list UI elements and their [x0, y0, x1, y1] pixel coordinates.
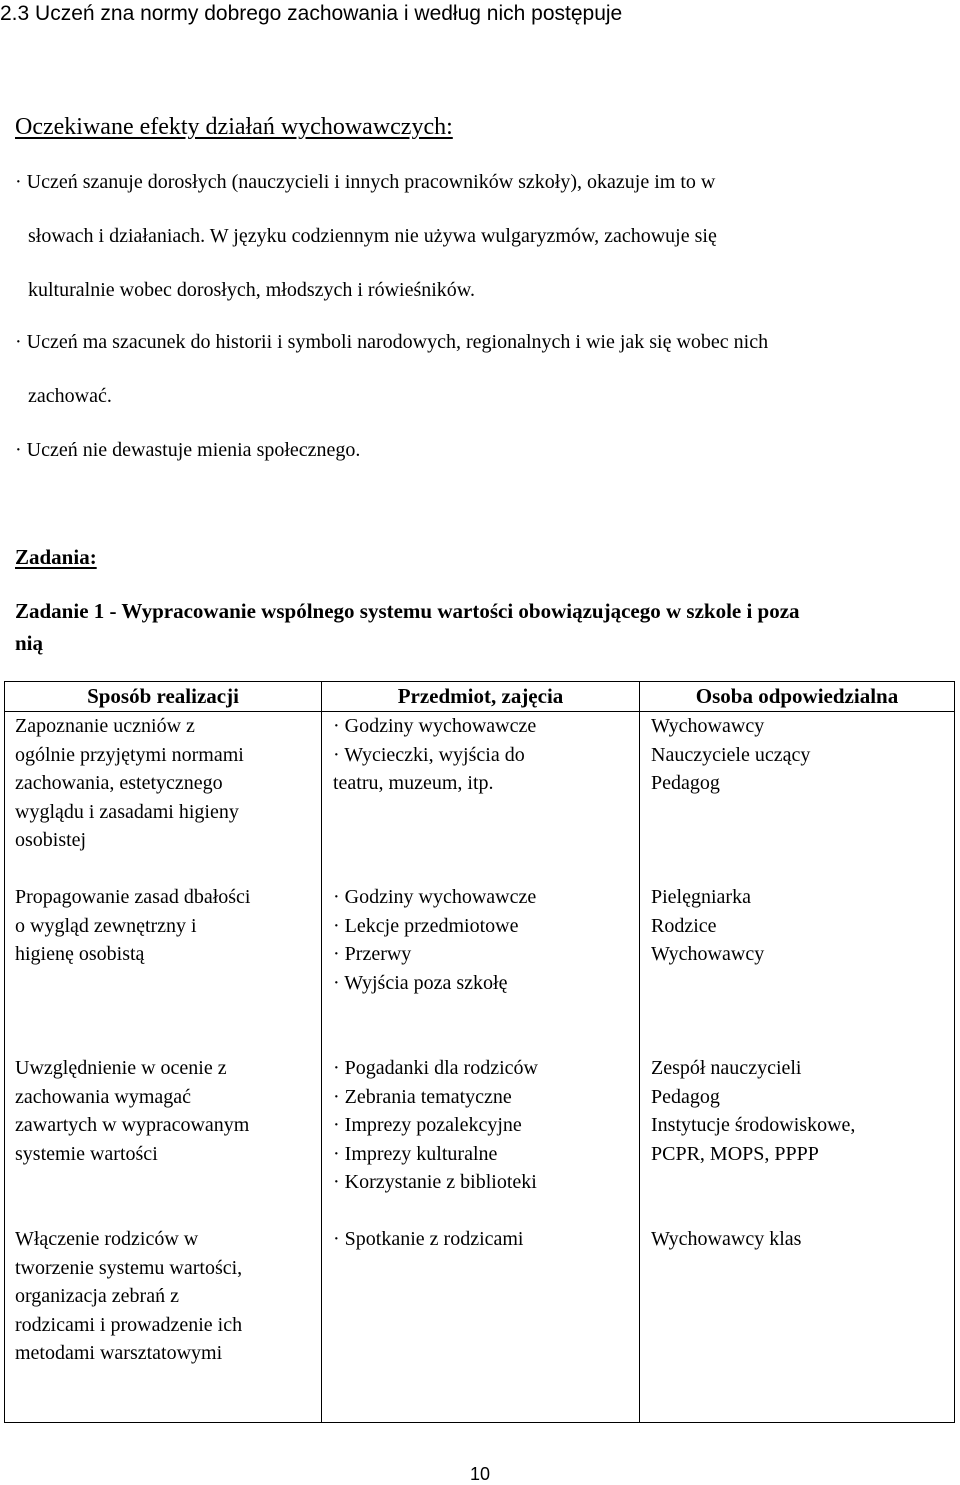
cell-line: Wychowawcy klas	[651, 1228, 802, 1250]
column-header-person: Osoba odpowiedzialna	[695, 684, 899, 708]
cell-line: · Wycieczki, wyjścia do	[333, 743, 525, 766]
cell-line: Instytucje środowiskowe,	[651, 1114, 856, 1137]
cell-line: systemie wartości	[15, 1142, 158, 1165]
table-cell-person	[651, 883, 764, 969]
cell-line: · Imprezy kulturalne	[333, 1142, 498, 1165]
column-header-method: Sposób realizacji	[87, 684, 239, 708]
cell-line: ogólnie przyjętymi normami	[15, 743, 244, 766]
cell-line: · Pogadanki dla rodziców	[333, 1057, 538, 1079]
cell-line: Uwzględnienie w ocenie z	[15, 1057, 227, 1079]
cell-line: Nauczyciele uczący	[651, 743, 811, 766]
cell-line: teatru, muzeum, itp.	[333, 772, 494, 795]
cell-line: Wychowawcy	[651, 715, 765, 737]
cell-line: Rodzice	[651, 914, 717, 937]
cell-line: Wychowawcy	[651, 943, 765, 966]
cell-line: Propagowanie zasad dbałości	[15, 886, 251, 908]
effects-line: · Uczeń ma szacunek do historii i symboli narodowych, regionalnych i wie jak się wobec nich	[15, 331, 769, 353]
cell-line: zachowania wymagać	[15, 1085, 192, 1108]
cell-line: · Imprezy pozalekcyjne	[333, 1114, 522, 1137]
table-column-divider	[639, 681, 640, 1423]
cell-line: o wygląd zewnętrzny i	[15, 914, 197, 937]
table-cell-method	[15, 1225, 242, 1368]
table-cell-subject	[333, 1225, 524, 1254]
cell-line: Zapoznanie uczniów z	[15, 715, 195, 737]
cell-line: · Godziny wychowawcze	[333, 715, 537, 737]
effects-line: kulturalnie wobec dorosłych, młodszych i rówieśników.	[28, 279, 475, 301]
cell-line: rodzicami i prowadzenie ich	[15, 1313, 243, 1336]
cell-line: · Korzystanie z biblioteki	[333, 1171, 537, 1194]
cell-line: Pedagog	[651, 1085, 720, 1108]
table-cell-subject	[333, 883, 536, 997]
cell-line: PCPR, MOPS, PPPP	[651, 1142, 819, 1165]
table-cell-subject	[333, 712, 536, 798]
tasks-heading: Zadania:	[15, 545, 97, 569]
cell-line: · Zebrania tematyczne	[333, 1085, 512, 1108]
cell-line: higienę osobistą	[15, 943, 145, 966]
table-cell-method	[15, 1054, 249, 1168]
effects-line: słowach i działaniach. W języku codziennym nie używa wulgaryzmów, zachowuje się	[28, 225, 717, 247]
cell-line: · Lekcje przedmiotowe	[333, 914, 519, 937]
cell-line: organizacja zebrań z	[15, 1285, 179, 1308]
cell-line: · Spotkanie z rodzicami	[333, 1228, 524, 1250]
column-header-subject: Przedmiot, zajęcia	[397, 684, 564, 708]
cell-line: Pedagog	[651, 772, 720, 795]
cell-line: · Wyjścia poza szkołę	[333, 971, 508, 994]
task-title	[15, 595, 800, 659]
page-number: 10	[469, 1464, 491, 1484]
effects-line: · Uczeń nie dewastuje mienia społecznego.	[15, 439, 361, 461]
table-cell-person	[651, 712, 810, 798]
task-title-line: nią	[15, 631, 44, 655]
effects-line: · Uczeń szanuje dorosłych (nauczycieli i innych pracowników szkoły), okazuje im to w	[15, 171, 716, 193]
cell-line: osobistej	[15, 829, 87, 852]
table-cell-method	[15, 712, 244, 855]
cell-line: Pielęgniarka	[651, 886, 751, 908]
cell-line: Zespół nauczycieli	[651, 1057, 802, 1079]
cell-line: · Godziny wychowawcze	[333, 886, 537, 908]
table-column-divider	[321, 681, 322, 1423]
cell-line: zawartych w wypracowanym	[15, 1114, 250, 1137]
expected-effects-heading: Oczekiwane efekty działań wychowawczych:	[15, 114, 453, 140]
cell-line: metodami warsztatowymi	[15, 1342, 223, 1365]
cell-line: zachowania, estetycznego	[15, 772, 223, 795]
task-title-line: Zadanie 1 - Wypracowanie wspólnego systemu wartości obowiązującego w szkole i poza	[15, 599, 800, 623]
cell-line: tworzenie systemu wartości,	[15, 1256, 243, 1279]
cell-line: wyglądu i zasadami higieny	[15, 800, 239, 823]
section-heading: 2.3 Uczeń zna normy dobrego zachowania i według nich postępuje	[0, 2, 623, 25]
table-cell-person	[651, 1054, 855, 1168]
cell-line: Włączenie rodziców w	[15, 1228, 199, 1250]
effects-line: zachować.	[28, 385, 112, 407]
table-cell-subject	[333, 1054, 538, 1197]
table-cell-method	[15, 883, 250, 969]
cell-line: · Przerwy	[333, 943, 412, 966]
table-cell-person	[651, 1225, 801, 1254]
